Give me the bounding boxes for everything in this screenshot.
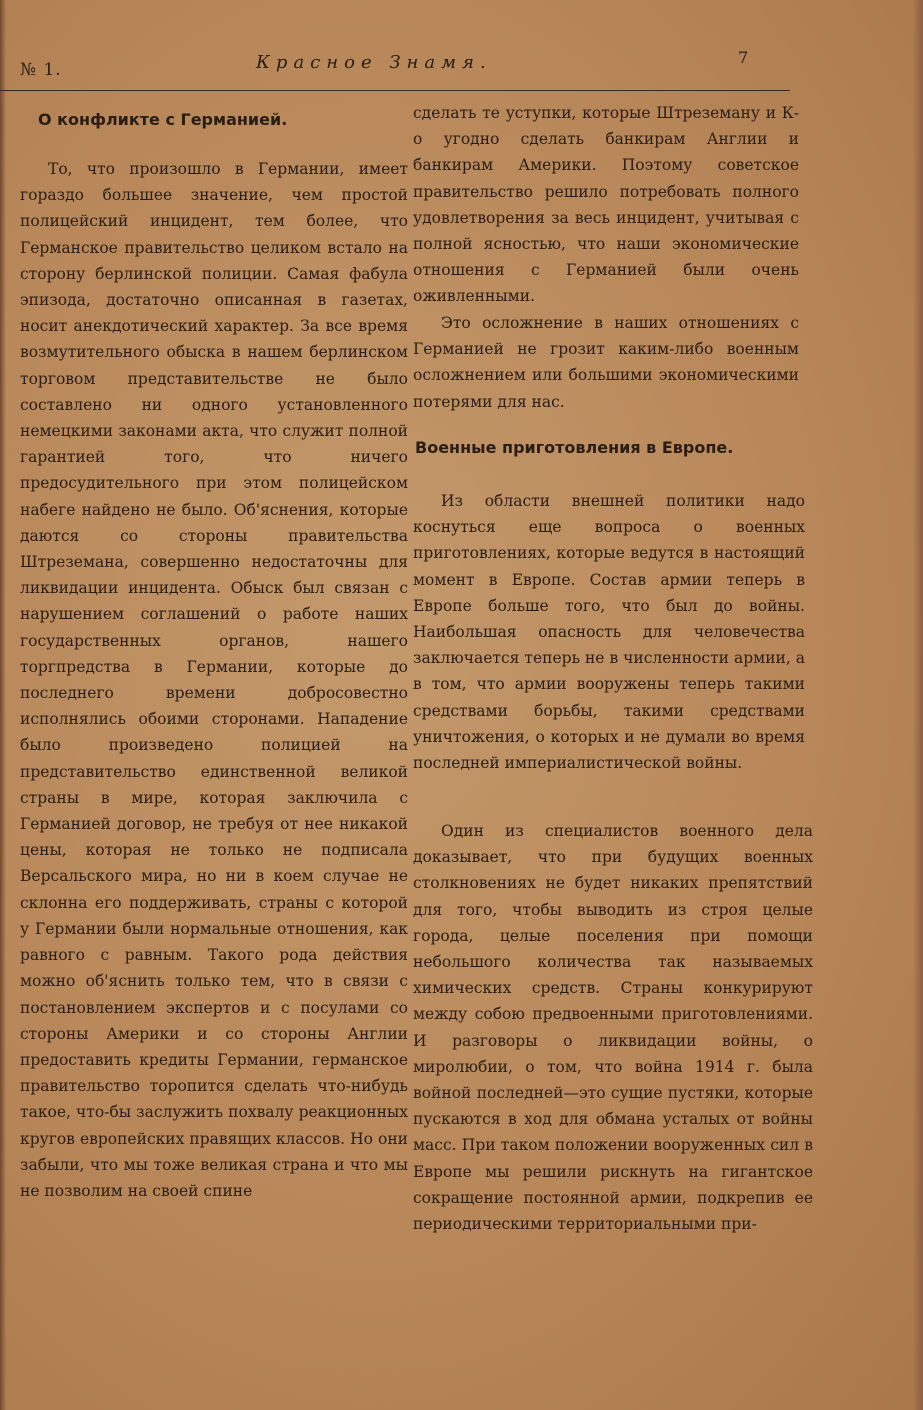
header-rule (0, 90, 790, 91)
article-title-germany: О конфликте с Германией. (38, 110, 288, 129)
article-paragraph-continuation: сделать те уступки, которые Штреземану и К-о угодно сделать банкирам Англии и банкирам Америки. Поэтому советское правительство решило потребовать полного удовлетворения за весь инцидент, учитывая с полной ясностью, что наши экономические отношения с Германией были очень оживленными. (413, 104, 799, 306)
article-paragraph: Это осложнение в наших отношениях с Германией не грозит каким-либо военным осложнением или большими экономическими потерями для нас. (413, 314, 799, 411)
article-paragraph: Из области внешней политики надо коснуться еще вопроса о военных приготовлениях, которые ведутся в настоящий момент в Европе. Состав армии теперь в Европе больше того, что был до войны. Наибольшая опасность для человечества заключается теперь не в численности армии, а в том, что армии вооружены теперь такими средствами борьбы, такими средствами уничтожения, о которых и не думали во время последней империалистической войны. (413, 492, 805, 773)
page-edge-shadow (913, 0, 923, 1410)
newspaper-title: Красное Знамя. (256, 52, 492, 73)
issue-number: № 1. (20, 60, 62, 80)
page-number: 7 (738, 48, 749, 67)
article-paragraph: То, что произошло в Германии, имеет гораздо большее значение, чем простой полицейский инцидент, тем более, что Германское правительство целиком встало на сторону берлинской полиции. Самая фабула эпизода, достаточно описанная в газетах, носит анекдотический характер. За все время возмутительного обыска в нашем берлинском торговом представительстве не было составлено ни одного установленного немецкими законами акта, что служит полной гарантией того, что ничего предосудительного при этом полицейском набеге найдено не было. Об'яснения, которые даются со стороны правительства Штреземана, совершенно недостаточны для ликвидации инцидента. Обыск был связан с нарушением соглашений о работе наших государственных органов, нашего торгпредства в Германии, которые до последнего времени добросовестно исполнялись обоими сторонами. Нападение было произведено полицией на представительство единственной великой страны в мире, которая заключила с Германией договор, не требуя от нее никакой цены, которая не только не подписала Версальского мира, но ни в коем случае не склонна его поддерживать, страны с которой у Германии были нормальные отношения, как равного с равным. Такого рода действия можно об'яснить только тем, что в связи с постановлением экспертов и с посулами со стороны Америки и со стороны Англии предоставить кредиты Германии, германское правительство торопится сделать что-нибудь такое, что-бы заслужить похвалу реакционных кругов европейских правящих классов. Но они забыли, что мы тоже великая страна и что мы не позволим на своей спине (20, 160, 408, 1200)
article-paragraph: Один из специалистов военного дела доказывает, что при будущих военных столкновениях не будет никаких препятствий для того, чтобы выводить из строя целые города, целые поселения при помощи небольшого количества так называемых химических средств. Страны конкурируют между собою предвоенными приготовлениями. И разговоры о ликвидации войны, о миролюбии, о том, что война 1914 г. была войной последней—это сущие пустяки, которые пускаются в ход для обмана усталых от войны масс. При таком положении вооруженных сил в Европе мы решили рискнуть на гигантское сокращение постоянной армии, подкрепив ее периодическими территориальными при- (413, 822, 813, 1234)
page-fold-shadow (0, 0, 6, 1410)
page-header (0, 40, 923, 90)
article-title-military: Военные приготовления в Европе. (415, 438, 734, 457)
